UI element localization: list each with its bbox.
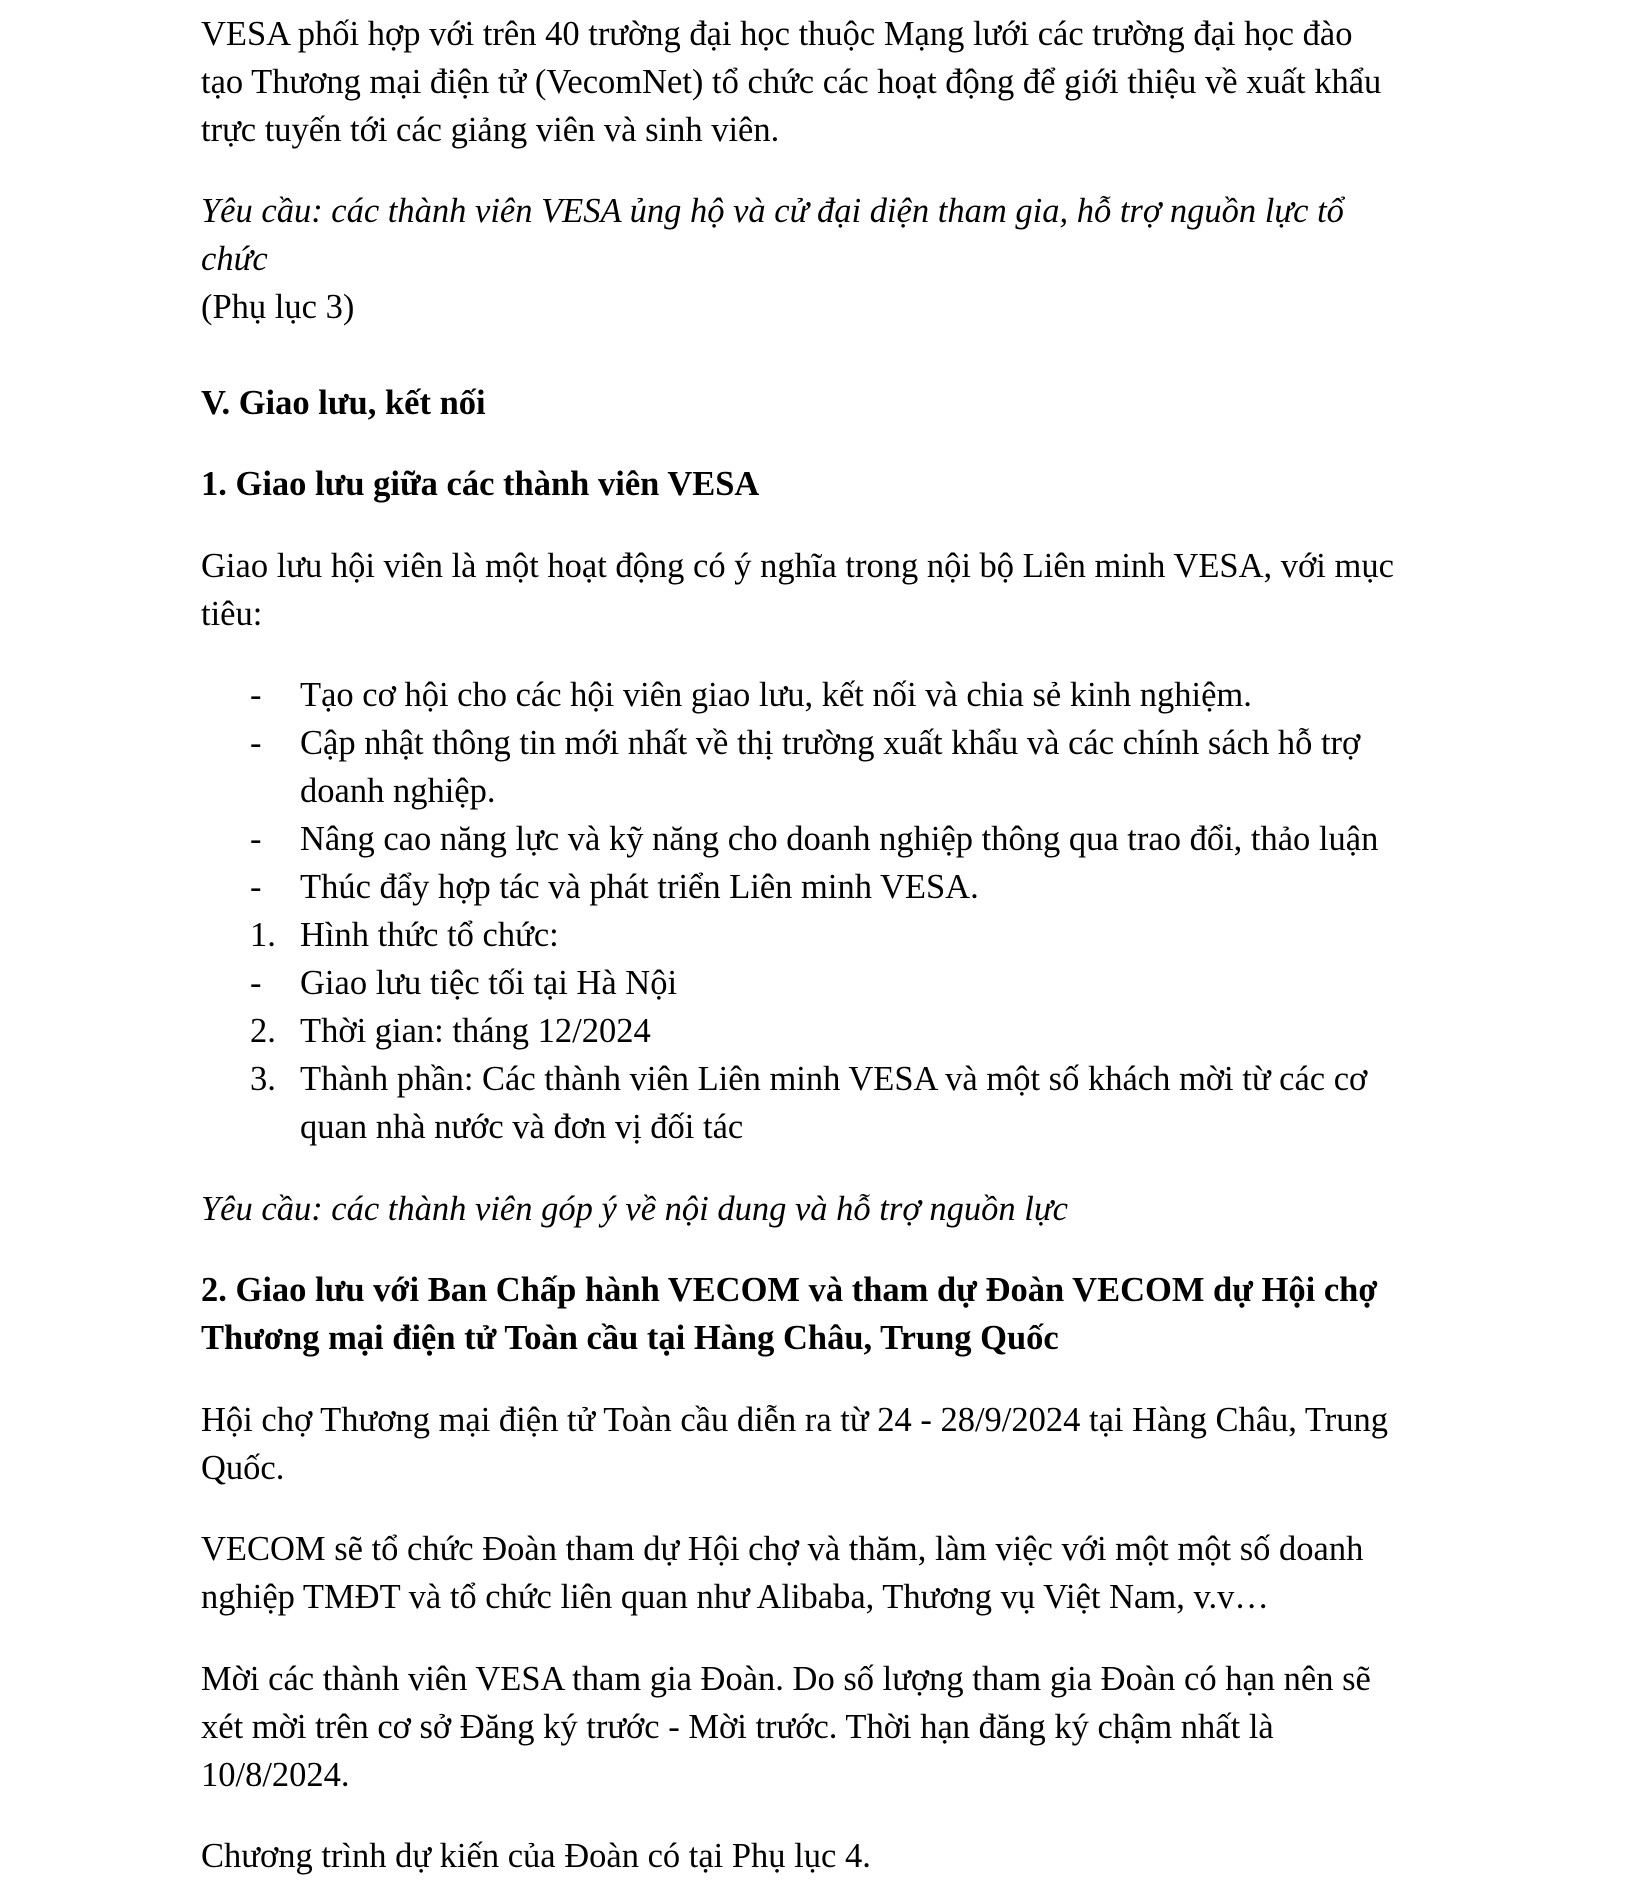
- list-marker: 3.: [250, 1060, 276, 1098]
- list-item-text: Nâng cao năng lực và kỹ năng cho doanh nghiệp thông qua trao đổi, thảo luận: [300, 820, 1379, 858]
- list-item-text: Cập nhật thông tin mới nhất về thị trường xuất khẩu và các chính sách hỗ trợ: [300, 724, 1361, 762]
- request-2: Yêu cầu: các thành viên góp ý về nội dung và hỗ trợ nguồn lực: [201, 1190, 1068, 1228]
- list-item-text: Thành phần: Các thành viên Liên minh VESA và một số khách mời từ các cơ: [300, 1060, 1368, 1098]
- request-1-line-2: chức: [201, 240, 268, 278]
- list-item-text: Thúc đẩy hợp tác và phát triển Liên minh VESA.: [300, 868, 979, 906]
- list-item-text: Tạo cơ hội cho các hội viên giao lưu, kết nối và chia sẻ kinh nghiệm.: [300, 676, 1252, 714]
- program-note: Chương trình dự kiến của Đoàn có tại Phụ lục 4.: [201, 1837, 871, 1875]
- section-5-title: V. Giao lưu, kết nối: [201, 384, 486, 422]
- list-marker: -: [250, 964, 262, 1002]
- fair-line-2: Quốc.: [201, 1449, 285, 1487]
- list-item-text: Giao lưu tiệc tối tại Hà Nội: [300, 964, 678, 1002]
- appendix-3-note: (Phụ lục 3): [201, 288, 355, 326]
- list-marker: -: [250, 868, 262, 906]
- list-item-text: quan nhà nước và đơn vị đối tác: [300, 1108, 744, 1146]
- list-marker: -: [250, 676, 262, 714]
- list-item-text: doanh nghiệp.: [300, 772, 496, 810]
- subsection-2-title-line-1: 2. Giao lưu với Ban Chấp hành VECOM và tham dự Đoàn VECOM dự Hội chợ: [201, 1271, 1378, 1309]
- list-marker: -: [250, 724, 262, 762]
- subsection-1-intro-line-2: tiêu:: [201, 595, 263, 633]
- intro-line-2: tạo Thương mại điện tử (VecomNet) tổ chức các hoạt động để giới thiệu về xuất khẩu: [201, 63, 1382, 101]
- intro-line-3: trực tuyến tới các giảng viên và sinh viên.: [201, 111, 780, 149]
- subsection-1-title: 1. Giao lưu giữa các thành viên VESA: [201, 465, 760, 503]
- invite-line-1: Mời các thành viên VESA tham gia Đoàn. Do số lượng tham gia Đoàn có hạn nên sẽ: [201, 1660, 1371, 1698]
- invite-line-2: xét mời trên cơ sở Đăng ký trước - Mời trước. Thời hạn đăng ký chậm nhất là: [201, 1708, 1274, 1746]
- list-marker: -: [250, 820, 262, 858]
- subsection-1-intro-line-1: Giao lưu hội viên là một hoạt động có ý nghĩa trong nội bộ Liên minh VESA, với mục: [201, 547, 1394, 585]
- list-marker: 1.: [250, 916, 276, 954]
- list-marker: 2.: [250, 1012, 276, 1050]
- list-item-text: Hình thức tổ chức:: [300, 916, 559, 954]
- request-1-line-1: Yêu cầu: các thành viên VESA ủng hộ và cử đại diện tham gia, hỗ trợ nguồn lực tổ: [201, 192, 1344, 230]
- vecom-line-2: nghiệp TMĐT và tổ chức liên quan như Alibaba, Thương vụ Việt Nam, v.v…: [201, 1578, 1269, 1616]
- invite-line-3: 10/8/2024.: [201, 1756, 350, 1794]
- intro-line-1: VESA phối hợp với trên 40 trường đại học thuộc Mạng lưới các trường đại học đào: [201, 15, 1353, 53]
- vecom-line-1: VECOM sẽ tổ chức Đoàn tham dự Hội chợ và thăm, làm việc với một một số doanh: [201, 1530, 1364, 1568]
- fair-line-1: Hội chợ Thương mại điện tử Toàn cầu diễn ra từ 24 - 28/9/2024 tại Hàng Châu, Trung: [201, 1401, 1388, 1439]
- subsection-2-title-line-2: Thương mại điện tử Toàn cầu tại Hàng Châu, Trung Quốc: [201, 1319, 1059, 1357]
- list-item-text: Thời gian: tháng 12/2024: [300, 1012, 651, 1050]
